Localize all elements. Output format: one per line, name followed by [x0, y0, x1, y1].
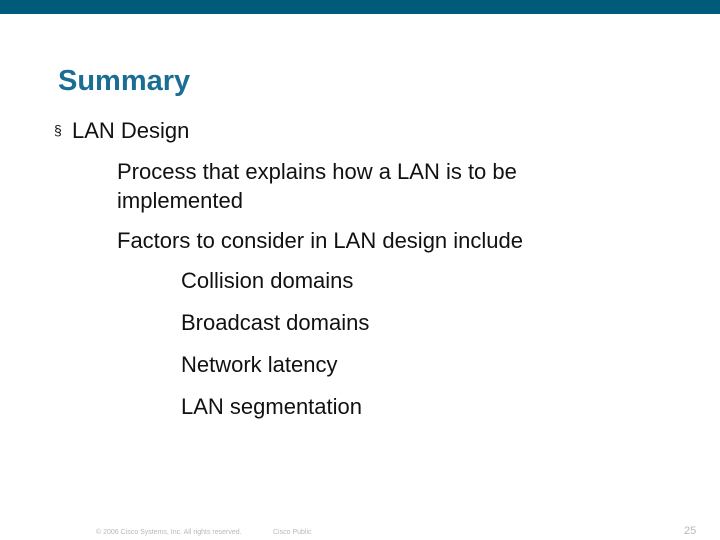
bullet-label: LAN Design: [72, 118, 190, 143]
bullet-marker-icon: §: [54, 122, 62, 138]
factor-item-broadcast-domains: Broadcast domains: [181, 310, 370, 335]
sub-point-factors: Factors to consider in LAN design include: [117, 228, 523, 253]
footer-classification: Cisco Public: [273, 529, 312, 536]
page-number: 25: [684, 525, 697, 537]
factor-item-lan-segmentation: LAN segmentation: [181, 394, 362, 419]
factor-item-network-latency: Network latency: [181, 352, 338, 377]
factor-item-collision-domains: Collision domains: [181, 268, 354, 293]
slide-title: Summary: [58, 65, 191, 97]
bullet-lan-design: [54, 117, 189, 144]
sub-point-process: Process that explains how a LAN is to be implemented: [117, 159, 517, 213]
footer-copyright: © 2006 Cisco Systems, Inc. All rights reserved.: [96, 529, 242, 536]
top-banner-bar: [0, 0, 720, 14]
